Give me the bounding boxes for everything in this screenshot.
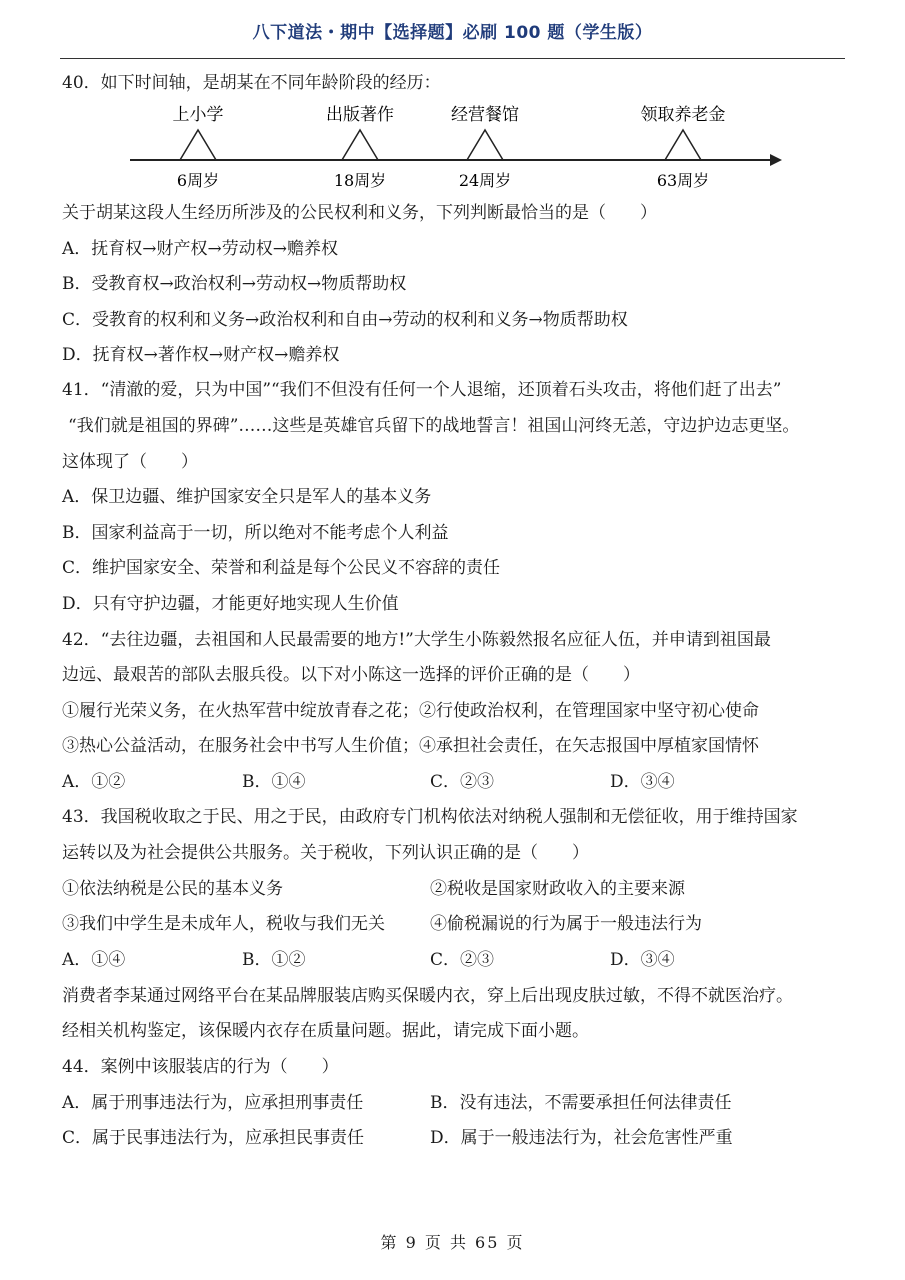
timeline-event-age: 6周岁 xyxy=(176,171,220,190)
q41-option-d: D．只有守护边疆，才能更好地实现人生价值 xyxy=(62,594,399,614)
q42-option-c: C．②③ xyxy=(430,772,495,792)
q40-option-a: A．抚育权→财产权→劳动权→赡养权 xyxy=(62,239,339,259)
q43-option-d: D．③④ xyxy=(610,950,675,970)
q40-option-d: D．抚育权→著作权→财产权→赡养权 xyxy=(62,345,340,365)
q43-option-a: A．①④ xyxy=(62,950,126,970)
material-line: 经相关机构鉴定，该保暖内衣存在质量问题。据此，请完成下面小题。 xyxy=(62,1021,589,1041)
q41-option-b: B．国家利益高于一切，所以绝对不能考虑个人利益 xyxy=(62,523,449,543)
q44-option-b: B．没有违法，不需要承担任何法律责任 xyxy=(430,1093,732,1113)
q42-item-line: ③热心公益活动，在服务社会中书写人生价值；④承担社会责任，在矢志报国中厚植家国情怀 xyxy=(62,736,759,756)
q41-stem-line: 41．“清澈的爱，只为中国”“我们不但没有任何一个人退缩，还顶着石头攻击，将他们赶了出去” xyxy=(62,380,782,400)
q44-option-d: D．属于一般违法行为，社会危害性严重 xyxy=(430,1128,733,1148)
timeline-event-label: 经营餐馆 xyxy=(451,105,519,125)
q40-option-b: B．受教育权→政治权利→劳动权→物质帮助权 xyxy=(62,274,407,294)
timeline-event xyxy=(451,104,519,190)
q44-option-c: C．属于民事违法行为，应承担民事责任 xyxy=(62,1128,365,1148)
q42-option-b: B．①④ xyxy=(242,772,306,792)
q40-option-c: C．受教育的权利和义务→政治权利和自由→劳动的权利和义务→物质帮助权 xyxy=(62,310,628,330)
q42-option-d: D．③④ xyxy=(610,772,675,792)
page-header-title: 八下道法・期中【选择题】必刷 100 题（学生版） xyxy=(252,23,653,43)
header-divider xyxy=(60,58,845,59)
q43-item: ④偷税漏说的行为属于一般违法行为 xyxy=(430,914,702,934)
q43-item: ③我们中学生是未成年人，税收与我们无关 xyxy=(62,914,385,934)
q43-stem-line: 43．我国税收取之于民、用之于民，由政府专门机构依法对纳税人强制和无偿征收，用于维持国家 xyxy=(62,807,798,827)
q43-stem-line: 运转以及为社会提供公共服务。关于税收，下列认识正确的是（ ） xyxy=(62,843,589,863)
timeline-event-age: 63周岁 xyxy=(656,171,710,190)
timeline-event-age: 18周岁 xyxy=(333,171,387,190)
timeline-event xyxy=(326,105,394,190)
q43-option-c: C．②③ xyxy=(430,950,495,970)
q41-option-c: C．维护国家安全、荣誉和利益是每个公民义不容辞的责任 xyxy=(62,558,501,578)
material-line: 消费者李某通过网络平台在某品牌服装店购买保暖内衣，穿上后出现皮肤过敏，不得不就医治疗。 xyxy=(62,986,793,1006)
q41-option-a: A．保卫边疆、维护国家安全只是军人的基本义务 xyxy=(62,487,432,507)
timeline-event-label: 上小学 xyxy=(172,105,224,125)
timeline-event-label: 出版著作 xyxy=(326,105,394,125)
timeline-event-age: 24周岁 xyxy=(458,171,512,190)
q40-question: 关于胡某这段人生经历所涉及的公民权利和义务，下列判断最恰当的是（ ） xyxy=(62,203,657,223)
q42-item-line: ①履行光荣义务，在火热军营中绽放青春之花；②行使政治权利，在管理国家中坚守初心使命 xyxy=(62,701,759,721)
timeline-event xyxy=(641,105,726,190)
q42-stem-line: 边远、最艰苦的部队去服兵役。以下对小陈这一选择的评价正确的是（ ） xyxy=(62,665,640,685)
timeline-arrow xyxy=(770,154,782,166)
page-number: 第 9 页 共 65 页 xyxy=(380,1233,525,1252)
q43-option-b: B．①② xyxy=(242,950,306,970)
q44-option-a: A．属于刑事违法行为，应承担刑事责任 xyxy=(62,1093,364,1113)
q44-stem: 44．案例中该服装店的行为（ ） xyxy=(62,1057,339,1077)
q43-item: ②税收是国家财政收入的主要来源 xyxy=(430,879,685,899)
timeline-event xyxy=(173,105,224,190)
q41-stem-line: “我们就是祖国的界碑”……这些是英雄官兵留下的战地誓言！祖国山河终无恙，守边护边志更坚。 xyxy=(68,416,800,436)
q42-stem-line: 42．“去往边疆，去祖国和人民最需要的地方!”大学生小陈毅然报名应征人伍，并申请到祖国最 xyxy=(62,630,771,650)
q40-stem: 40．如下时间轴，是胡某在不同年龄阶段的经历： xyxy=(62,73,441,93)
timeline-event-label: 领取养老金 xyxy=(640,105,726,125)
q42-option-a: A．①② xyxy=(62,772,126,792)
q40-timeline xyxy=(120,100,790,200)
q43-item: ①依法纳税是公民的基本义务 xyxy=(62,879,283,899)
q41-stem-line: 这体现了（ ） xyxy=(62,452,198,472)
